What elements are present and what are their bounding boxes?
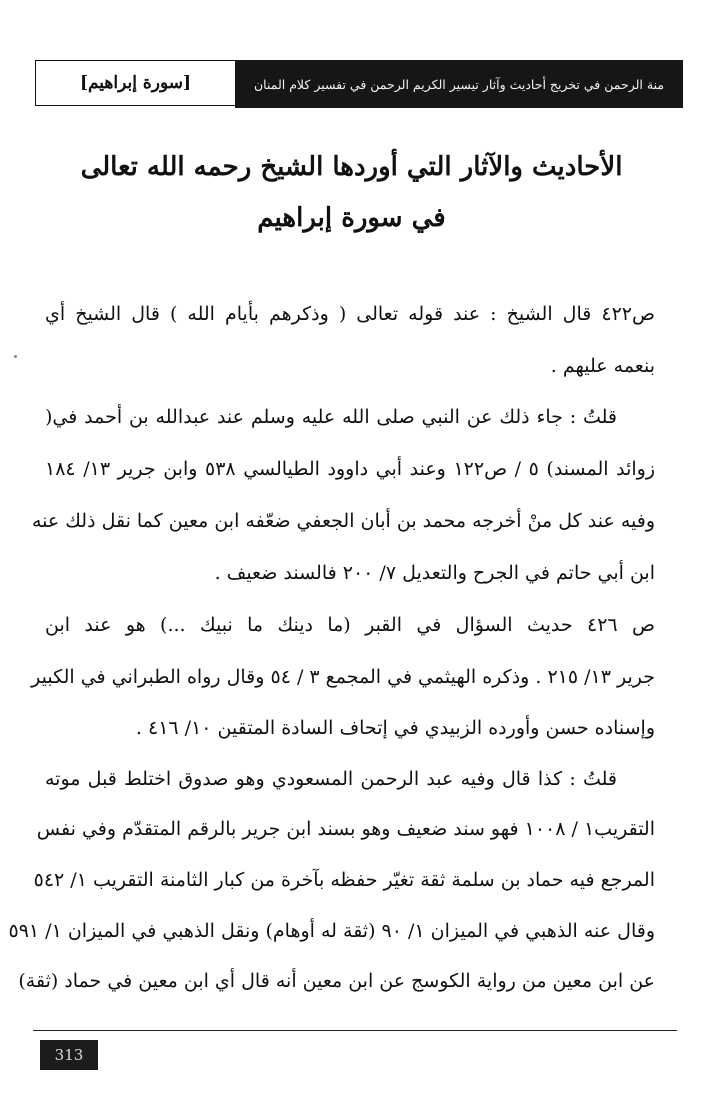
body-line: المرجع فيه حماد بن سلمة ثقة تغيّر حفظه بآخرة من كبار الثامنة التقريب ١/ ٥٤٢ <box>33 869 655 891</box>
body-line: ص ٤٢٦ حديث السؤال في القبر (ما دينك ما نبيك ...) هو عند ابن <box>45 614 655 636</box>
body-line: عن ابن معين من رواية الكوسج عن ابن معين أنه قال أي ابن معين في حماد (ثقة) <box>18 970 655 992</box>
body-line: وقال عنه الذهبي في الميزان ١/ ٩٠ (ثقة له أوهام) ونقل الذهبي في الميزان ١/ ٥٩١ <box>8 920 655 942</box>
surah-label: [سورة إبراهيم] <box>79 73 192 93</box>
chapter-title: الأحاديث والآثار التي أوردها الشيخ رحمه الله تعالى <box>80 152 623 182</box>
body-line: قلتُ : كذا قال وفيه عبد الرحمن المسعودي وهو صدوق اختلط قبل موته <box>45 768 617 790</box>
body-line: وإسناده حسن وأورده الزبيدي في إتحاف السادة المتقين ١٠/ ٤١٦ . <box>135 717 655 739</box>
body-line: بنعمه عليهم . <box>550 355 655 377</box>
surah-label-box <box>35 60 235 106</box>
body-line: التقريب١ / ١٠٠٨ فهو سند ضعيف وهو بسند ابن جرير بالرقم المتقدّم وفي نفس <box>36 818 655 840</box>
chapter-subtitle: في سورة إبراهيم <box>257 203 446 233</box>
body-line: وفيه عند كل منْ أخرجه محمد بن أبان الجعفي ضعّفه ابن معين كما نقل ذلك عنه <box>31 510 655 532</box>
book-title: منة الرحمن في تخريج أحاديث وآثار تيسير الكريم الرحمن في تفسير كلام المنان <box>253 76 665 92</box>
body-line: قلتُ : جاء ذلك عن النبي صلى الله عليه وسلم عند عبدالله بن أحمد في( <box>45 406 617 428</box>
page-number: 313 <box>40 1040 98 1070</box>
body-line: ابن أبي حاتم في الجرح والتعديل ٧/ ٢٠٠ فالسند ضعيف . <box>214 562 655 584</box>
body-line: جرير ١٣/ ٢١٥ . وذكره الهيثمي في المجمع ٣ / ٥٤ وقال رواه الطبراني في الكبير <box>31 666 655 688</box>
body-line: زوائد المسند) ٥ / ص١٢٢ وعند أبي داوود الطيالسي ٥٣٨ وابن جرير ١٣/ ١٨٤ <box>45 458 656 480</box>
body-line: ص٤٢٢ قال الشيخ : عند قوله تعالى ( وذكرهم بأيام الله ) قال الشيخ أي <box>45 303 655 325</box>
running-header <box>35 60 683 108</box>
book-title-bar <box>235 60 683 108</box>
footer-rule <box>33 1030 677 1031</box>
scan-speck <box>14 355 17 358</box>
